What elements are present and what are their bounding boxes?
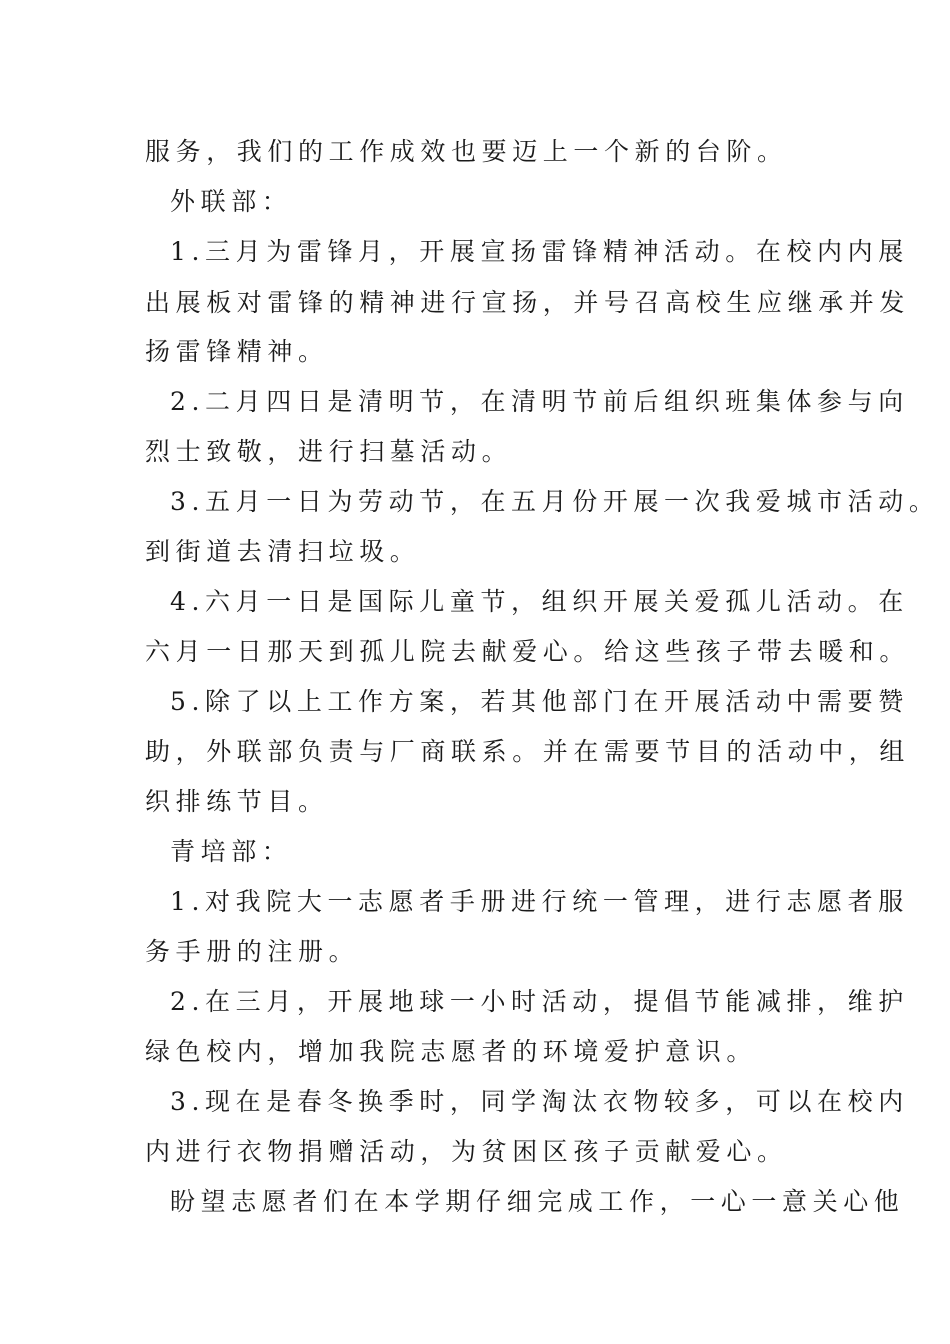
paragraph-line: 务手册的注册。: [145, 937, 360, 966]
list-item-line: 5.除了以上工作方案，若其他部门在开展活动中需要赞: [170, 687, 909, 716]
closing-paragraph-line: 盼望志愿者们在本学期仔细完成工作，一心一意关心他: [170, 1187, 905, 1216]
list-item-line: 1.对我院大一志愿者手册进行统一管理，进行志愿者服: [170, 887, 909, 916]
paragraph-line: 六月一日那天到孤儿院去献爱心。给这些孩子带去暖和。: [145, 637, 911, 666]
paragraph-line: 扬雷锋精神。: [145, 337, 329, 366]
section-heading-waillianbu: 外联部：: [170, 187, 293, 216]
paragraph-line: 出展板对雷锋的精神进行宣扬，并号召高校生应继承并发: [145, 288, 911, 317]
paragraph-line: 织排练节目。: [145, 787, 329, 816]
paragraph-line: 绿色校内，增加我院志愿者的环境爱护意识。: [145, 1037, 758, 1066]
paragraph-line: 服务，我们的工作成效也要迈上一个新的台阶。: [145, 137, 788, 166]
paragraph-line: 内进行衣物捐赠活动，为贫困区孩子贡献爱心。: [145, 1137, 788, 1166]
list-item-line: 1.三月为雷锋月，开展宣扬雷锋精神活动。在校内内展: [170, 237, 909, 266]
paragraph-line: 助，外联部负责与厂商联系。并在需要节目的活动中，组: [145, 737, 911, 766]
section-heading-qingpeibu: 青培部：: [170, 837, 293, 866]
paragraph-line: 烈士致敬，进行扫墓活动。: [145, 437, 513, 466]
list-item-line: 2.二月四日是清明节，在清明节前后组织班集体参与向: [170, 387, 909, 416]
paragraph-line: 到街道去清扫垃圾。: [145, 537, 421, 566]
list-item-line: 3.五月一日为劳动节，在五月份开展一次我爱城市活动。: [170, 487, 940, 516]
list-item-line: 2.在三月，开展地球一小时活动，提倡节能减排，维护: [170, 987, 909, 1016]
list-item-line: 4.六月一日是国际儿童节，组织开展关爱孤儿活动。在: [170, 587, 909, 616]
list-item-line: 3.现在是春冬换季时，同学淘汰衣物较多，可以在校内: [170, 1087, 909, 1116]
